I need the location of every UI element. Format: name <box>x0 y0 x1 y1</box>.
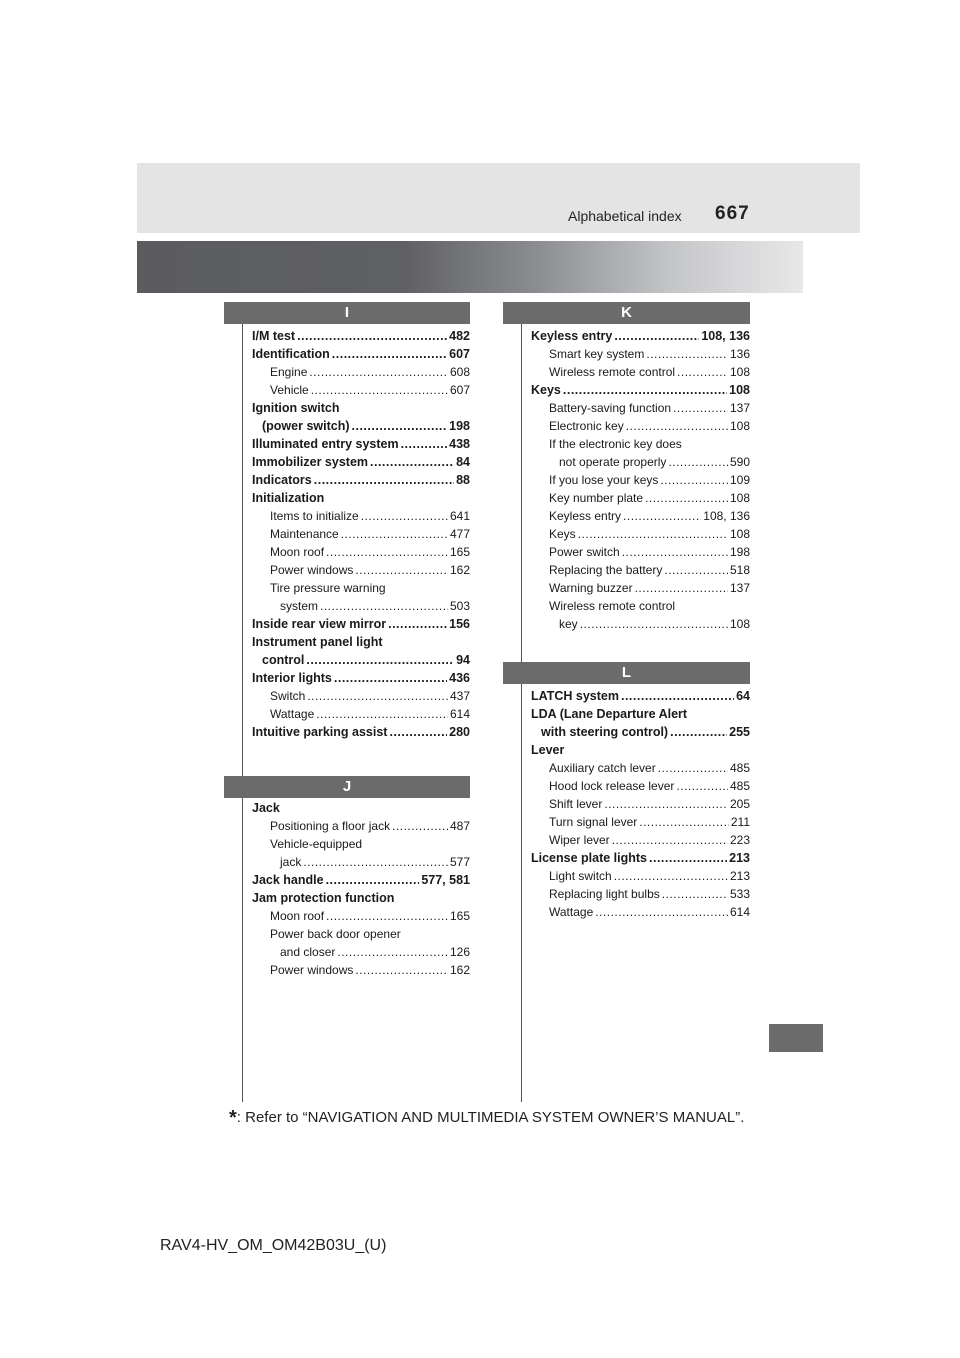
index-entry-page[interactable]: 485 <box>729 761 750 775</box>
index-entry-page[interactable]: 436 <box>449 671 470 685</box>
dot-leader <box>355 961 448 979</box>
dot-leader <box>664 561 728 579</box>
index-entry <box>531 597 750 615</box>
index-entry-page[interactable]: 223 <box>729 833 750 847</box>
index-entry <box>531 831 750 849</box>
dot-leader <box>670 723 727 741</box>
index-entry <box>531 687 750 705</box>
dot-leader <box>614 327 699 345</box>
dot-leader <box>662 885 728 903</box>
index-entry-page[interactable]: 485 <box>729 779 750 793</box>
index-entry-page[interactable]: 280 <box>449 725 470 739</box>
page-number: 667 <box>715 203 750 224</box>
index-entry-text: Instrument panel light <box>252 635 383 649</box>
section-header-l: L <box>503 662 750 684</box>
index-entry-page[interactable]: 94 <box>456 653 470 667</box>
index-entry <box>252 525 470 543</box>
dot-leader <box>649 849 727 867</box>
index-entry-text: Indicators <box>252 473 312 487</box>
dot-leader <box>326 871 420 889</box>
index-entry-text: with steering control) <box>541 725 669 739</box>
index-entry-page[interactable]: 156 <box>449 617 470 631</box>
dot-leader <box>639 813 729 831</box>
index-entry-page[interactable]: 162 <box>449 563 470 577</box>
index-entry-text: Replacing the battery <box>549 563 663 577</box>
index-entry <box>531 525 750 543</box>
index-entry-text: Initialization <box>252 491 325 505</box>
index-entry <box>531 399 750 417</box>
index-entry <box>252 925 470 943</box>
index-entry-text: Jack <box>252 801 280 815</box>
index-entry <box>531 849 750 867</box>
index-entry-text: Wattage <box>549 905 594 919</box>
index-entry-text: Smart key system <box>549 347 645 361</box>
index-entry-text: Lever <box>531 743 565 757</box>
dot-leader <box>316 705 448 723</box>
index-entry-text: Keyless entry <box>549 509 622 523</box>
dot-leader <box>337 943 448 961</box>
index-entry <box>252 507 470 525</box>
index-entry <box>252 597 470 615</box>
dot-leader <box>334 669 447 687</box>
index-entry-page[interactable]: 198 <box>449 419 470 433</box>
column-rule-middle <box>521 322 522 1102</box>
index-entry-text: Intuitive parking assist <box>252 725 388 739</box>
index-entry-text: If you lose your keys <box>549 473 659 487</box>
index-entry-text: not operate properly <box>559 455 667 469</box>
index-entry-page[interactable]: 641 <box>449 509 470 523</box>
dot-leader <box>311 381 448 399</box>
index-entry-text: Engine <box>270 365 308 379</box>
index-entry-text: Moon roof <box>270 909 325 923</box>
index-entry-text: Switch <box>270 689 306 703</box>
document-code: RAV4-HV_OM_OM42B03U_(U) <box>160 1237 387 1254</box>
index-entry-text: Wiper lever <box>549 833 610 847</box>
index-entry-text: If the electronic key does <box>549 437 682 451</box>
index-entry <box>252 687 470 705</box>
index-entry-text: jack <box>280 855 302 869</box>
index-entry-page[interactable]: 477 <box>449 527 470 541</box>
index-entry <box>252 723 470 741</box>
index-entry-page[interactable]: 108 <box>729 365 750 379</box>
index-entry-page[interactable]: 533 <box>729 887 750 901</box>
index-entry-page[interactable]: 108 <box>729 383 750 397</box>
index-entry-page[interactable]: 255 <box>729 725 750 739</box>
index-entry <box>531 795 750 813</box>
index-entry-page[interactable]: 109 <box>729 473 750 487</box>
index-entry <box>252 543 470 561</box>
dot-leader <box>660 471 728 489</box>
index-entry <box>252 835 470 853</box>
dot-leader <box>645 489 728 507</box>
index-entry <box>252 615 470 633</box>
index-entry-page[interactable]: 137 <box>729 581 750 595</box>
index-entry-text: Immobilizer system <box>252 455 369 469</box>
header-band <box>137 163 860 233</box>
index-entry-text: Tire pressure warning <box>270 581 386 595</box>
index-entry-text: Turn signal lever <box>549 815 638 829</box>
index-entry-text: control <box>262 653 305 667</box>
index-entry <box>252 853 470 871</box>
index-entry <box>252 327 470 345</box>
index-entry-page[interactable]: 437 <box>449 689 470 703</box>
index-entry-page[interactable]: 108 <box>729 491 750 505</box>
dot-leader <box>623 507 701 525</box>
index-entry-text: Electronic key <box>549 419 624 433</box>
index-entry <box>531 471 750 489</box>
index-entry-text: (power switch) <box>262 419 350 433</box>
index-entry <box>531 543 750 561</box>
index-entry <box>531 777 750 795</box>
index-entry <box>531 759 750 777</box>
index-entry-page[interactable]: 614 <box>449 707 470 721</box>
index-entry <box>252 705 470 723</box>
index-entry <box>252 561 470 579</box>
index-entry <box>252 943 470 961</box>
index-entry <box>531 561 750 579</box>
index-entry-text: Keys <box>549 527 576 541</box>
dot-leader <box>668 453 728 471</box>
index-entry-page[interactable]: 213 <box>729 869 750 883</box>
index-entry-page[interactable]: 503 <box>449 599 470 613</box>
index-entry-page[interactable]: 213 <box>729 851 750 865</box>
index-entry-page[interactable]: 126 <box>449 945 470 959</box>
dot-leader <box>332 345 447 363</box>
dot-leader <box>614 867 728 885</box>
index-entry-page[interactable]: 88 <box>456 473 470 487</box>
index-entry <box>252 399 470 417</box>
index-entry-text: Maintenance <box>270 527 339 541</box>
index-entry-text: Shift lever <box>549 797 603 811</box>
index-entry-page[interactable]: 211 <box>730 815 750 829</box>
index-entry <box>531 327 750 345</box>
index-entry-page[interactable]: 108 <box>729 527 750 541</box>
index-entry-page[interactable]: 482 <box>449 329 470 343</box>
index-entry-page[interactable]: 607 <box>449 383 470 397</box>
dot-leader <box>677 363 728 381</box>
index-entry <box>252 363 470 381</box>
index-entry-page[interactable]: 165 <box>449 909 470 923</box>
index-entry-text: Power windows <box>270 963 354 977</box>
dot-leader <box>604 795 728 813</box>
index-section-i <box>252 327 470 741</box>
index-entry <box>531 885 750 903</box>
dot-leader <box>320 597 448 615</box>
index-entry <box>252 889 470 907</box>
index-entry-text: Key number plate <box>549 491 644 505</box>
index-entry-text: Keyless entry <box>531 329 613 343</box>
dot-leader <box>370 453 454 471</box>
index-entry-text: Vehicle <box>270 383 309 397</box>
index-entry-text: Power switch <box>549 545 620 559</box>
index-entry <box>252 817 470 835</box>
index-entry <box>252 435 470 453</box>
section-header-k: K <box>503 302 750 324</box>
index-entry-page[interactable]: 136 <box>729 347 750 361</box>
dot-leader <box>341 525 448 543</box>
index-entry-page[interactable]: 108, 136 <box>703 509 750 523</box>
index-entry-text: Power windows <box>270 563 354 577</box>
index-entry-page[interactable]: 205 <box>729 797 750 811</box>
index-entry <box>252 961 470 979</box>
section-header-i: I <box>224 302 470 324</box>
dot-leader <box>580 615 728 633</box>
index-entry-text: Wireless remote control <box>549 365 676 379</box>
index-entry <box>252 669 470 687</box>
dot-leader <box>401 435 448 453</box>
index-entry-page[interactable]: 438 <box>449 437 470 451</box>
dot-leader <box>626 417 728 435</box>
dot-leader <box>389 723 447 741</box>
index-entry <box>531 741 750 759</box>
index-entry <box>531 579 750 597</box>
index-entry <box>531 867 750 885</box>
index-entry-text: Ignition switch <box>252 401 340 415</box>
index-entry-page[interactable]: 577, 581 <box>421 873 470 887</box>
dot-leader <box>612 831 728 849</box>
index-entry-text: Jack handle <box>252 873 324 887</box>
index-entry-page[interactable]: 137 <box>729 401 750 415</box>
index-entry <box>252 907 470 925</box>
dot-leader <box>621 687 734 705</box>
dot-leader <box>595 903 728 921</box>
index-entry-text: Illuminated entry system <box>252 437 399 451</box>
index-entry-text: Moon roof <box>270 545 325 559</box>
index-entry-text: key <box>559 617 578 631</box>
chapter-tab-marker <box>769 1024 823 1052</box>
index-entry <box>531 705 750 723</box>
dot-leader <box>314 471 454 489</box>
dot-leader <box>326 907 448 925</box>
index-entry-text: Items to initialize <box>270 509 359 523</box>
index-entry-page[interactable]: 518 <box>729 563 750 577</box>
dot-leader <box>392 817 448 835</box>
index-entry <box>531 615 750 633</box>
index-entry-text: Jam protection function <box>252 891 395 905</box>
index-section-j <box>252 799 470 979</box>
index-entry-text: Wireless remote control <box>549 599 676 613</box>
index-entry-text: Vehicle-equipped <box>270 837 363 851</box>
index-section-k <box>531 327 750 633</box>
index-entry-page[interactable]: 84 <box>456 455 470 469</box>
index-entry-text: Battery-saving function <box>549 401 672 415</box>
index-entry-text: and closer <box>280 945 336 959</box>
dot-leader <box>622 543 728 561</box>
index-entry-text: Replacing light bulbs <box>549 887 660 901</box>
dot-leader <box>326 543 448 561</box>
index-entry <box>531 507 750 525</box>
index-entry <box>252 651 470 669</box>
index-entry-text: Inside rear view mirror <box>252 617 387 631</box>
index-entry <box>531 723 750 741</box>
index-entry <box>252 417 470 435</box>
index-entry-page[interactable]: 162 <box>449 963 470 977</box>
index-entry-page[interactable]: 108 <box>729 419 750 433</box>
index-entry <box>531 435 750 453</box>
index-entry <box>531 345 750 363</box>
index-entry-text: LATCH system <box>531 689 619 703</box>
index-entry-text: Auxiliary catch lever <box>549 761 656 775</box>
index-entry-page[interactable]: 577 <box>449 855 470 869</box>
column-rule-left <box>242 322 243 1102</box>
index-entry-page[interactable]: 108, 136 <box>701 329 750 343</box>
dot-leader <box>352 417 448 435</box>
index-entry <box>531 417 750 435</box>
dot-leader <box>658 759 728 777</box>
footnote-text: : Refer to “NAVIGATION AND MULTIMEDIA SYSTEM OWNER’S MANUAL”. <box>236 1109 745 1126</box>
dot-leader <box>309 363 448 381</box>
dot-leader <box>563 381 727 399</box>
footnote <box>229 1107 744 1130</box>
index-entry-page[interactable]: 487 <box>449 819 470 833</box>
index-entry <box>252 453 470 471</box>
index-entry <box>531 903 750 921</box>
index-entry <box>252 633 470 651</box>
index-entry <box>252 471 470 489</box>
index-entry <box>252 489 470 507</box>
index-entry <box>252 381 470 399</box>
dot-leader <box>676 777 728 795</box>
index-entry-text: Light switch <box>549 869 612 883</box>
index-entry <box>531 381 750 399</box>
index-entry-text: I/M test <box>252 329 296 343</box>
index-entry <box>531 453 750 471</box>
index-entry <box>531 363 750 381</box>
dot-leader <box>646 345 728 363</box>
index-entry-page[interactable]: 614 <box>729 905 750 919</box>
footnote-marker: * <box>229 1107 237 1129</box>
index-entry-page[interactable]: 607 <box>449 347 470 361</box>
index-entry <box>252 871 470 889</box>
index-entry-page[interactable]: 608 <box>449 365 470 379</box>
index-entry-text: License plate lights <box>531 851 648 865</box>
index-entry-text: Interior lights <box>252 671 332 685</box>
index-entry-page[interactable]: 108 <box>729 617 750 631</box>
dot-leader <box>673 399 728 417</box>
index-entry <box>252 579 470 597</box>
dot-leader <box>578 525 728 543</box>
dot-leader <box>635 579 728 597</box>
decorative-gradient-band <box>137 241 803 293</box>
dot-leader <box>307 687 448 705</box>
dot-leader <box>303 853 448 871</box>
index-entry <box>531 813 750 831</box>
index-entry-text: Positioning a floor jack <box>270 819 391 833</box>
dot-leader <box>297 327 447 345</box>
index-entry-text: Wattage <box>270 707 315 721</box>
section-header-j: J <box>224 776 470 798</box>
index-entry-text: Power back door opener <box>270 927 401 941</box>
index-entry <box>252 799 470 817</box>
dot-leader <box>361 507 448 525</box>
index-entry-page[interactable]: 64 <box>736 689 750 703</box>
index-entry-text: Keys <box>531 383 561 397</box>
dot-leader <box>355 561 448 579</box>
index-entry-text: system <box>280 599 319 613</box>
page-title: Alphabetical index <box>568 208 682 224</box>
index-entry-page[interactable]: 165 <box>449 545 470 559</box>
dot-leader <box>388 615 447 633</box>
index-section-l <box>531 687 750 921</box>
index-entry <box>531 489 750 507</box>
index-entry-page[interactable]: 590 <box>729 455 750 469</box>
index-entry <box>252 345 470 363</box>
index-entry-text: LDA (Lane Departure Alert <box>531 707 688 721</box>
index-entry-page[interactable]: 198 <box>729 545 750 559</box>
index-entry-text: Warning buzzer <box>549 581 633 595</box>
index-entry-text: Hood lock release lever <box>549 779 675 793</box>
dot-leader <box>306 651 454 669</box>
index-entry-text: Identification <box>252 347 330 361</box>
